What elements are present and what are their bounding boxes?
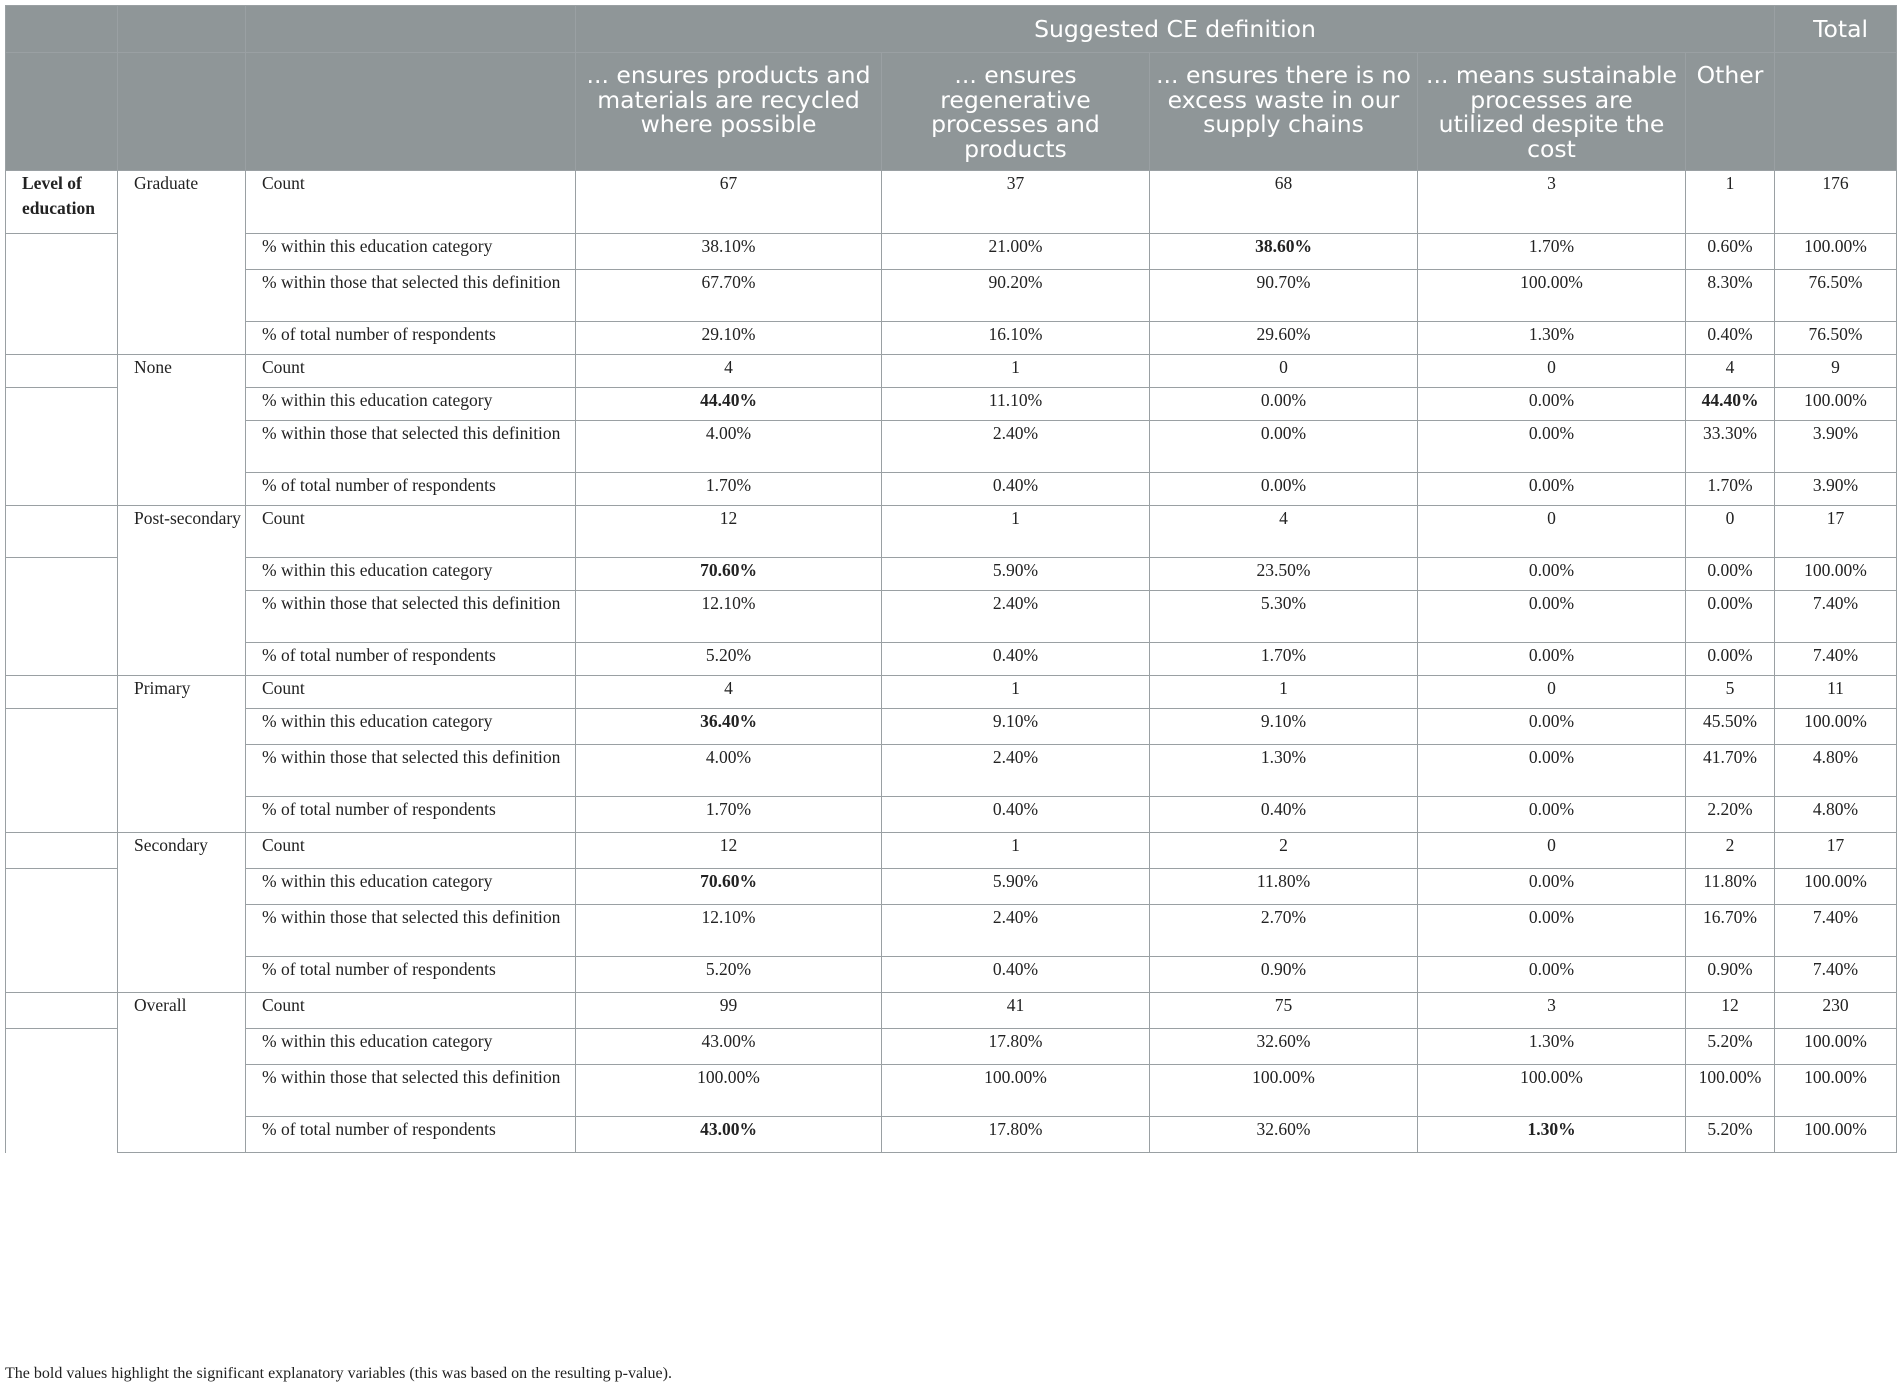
value-cell: 68 <box>1150 171 1418 234</box>
value-cell: 0.00% <box>1150 388 1418 421</box>
blank-cell <box>6 234 118 270</box>
header-blank <box>118 53 246 171</box>
value-cell: 16.70% <box>1686 905 1775 957</box>
value-cell: 0.00% <box>1418 558 1686 591</box>
value-cell: 1.30% <box>1150 745 1418 797</box>
blank-cell <box>6 388 118 421</box>
blank-cell <box>6 643 118 676</box>
row-label: % within this education category <box>246 234 576 270</box>
row-label: % within those that selected this definition <box>246 1065 576 1117</box>
value-cell: 90.20% <box>882 270 1150 322</box>
blank-cell <box>6 993 118 1029</box>
education-group-label: Primary <box>118 676 246 833</box>
header-blank <box>1775 53 1897 171</box>
table-row <box>6 833 1897 869</box>
value-cell: 99 <box>576 993 882 1029</box>
value-cell: 29.60% <box>1150 322 1418 355</box>
total-cell: 100.00% <box>1775 558 1897 591</box>
value-cell: 0.00% <box>1418 473 1686 506</box>
table-header <box>6 6 1897 171</box>
value-cell: 0.00% <box>1418 591 1686 643</box>
row-label: % within this education category <box>246 709 576 745</box>
row-label: % of total number of respondents <box>246 473 576 506</box>
value-cell: 0.00% <box>1150 473 1418 506</box>
row-label: % within those that selected this definition <box>246 270 576 322</box>
value-cell: 38.60% <box>1150 234 1418 270</box>
blank-cell <box>6 797 118 833</box>
value-cell: 0 <box>1150 355 1418 388</box>
value-cell: 100.00% <box>1418 1065 1686 1117</box>
table-row <box>6 1065 1897 1117</box>
table-row <box>6 1029 1897 1065</box>
table-row <box>6 905 1897 957</box>
total-cell: 4.80% <box>1775 797 1897 833</box>
row-label: % within those that selected this definition <box>246 905 576 957</box>
blank-cell <box>6 421 118 473</box>
table-row <box>6 869 1897 905</box>
total-cell: 17 <box>1775 506 1897 558</box>
value-cell: 9.10% <box>882 709 1150 745</box>
blank-cell <box>6 270 118 322</box>
value-cell: 0.00% <box>1418 905 1686 957</box>
table-row <box>6 270 1897 322</box>
table-row <box>6 797 1897 833</box>
value-cell: 2.70% <box>1150 905 1418 957</box>
row-label: % within this education category <box>246 558 576 591</box>
value-cell: 0.40% <box>1150 797 1418 833</box>
value-cell: 11.80% <box>1686 869 1775 905</box>
value-cell: 5.20% <box>1686 1029 1775 1065</box>
value-cell: 70.60% <box>576 869 882 905</box>
value-cell: 12 <box>1686 993 1775 1029</box>
value-cell: 1.30% <box>1418 1117 1686 1153</box>
table-row <box>6 558 1897 591</box>
table-row <box>6 388 1897 421</box>
table-row <box>6 234 1897 270</box>
blank-cell <box>6 957 118 993</box>
row-label: Count <box>246 506 576 558</box>
blank-cell <box>6 833 118 869</box>
value-cell: 100.00% <box>1150 1065 1418 1117</box>
blank-cell <box>6 869 118 905</box>
total-cell: 4.80% <box>1775 745 1897 797</box>
value-cell: 1 <box>1150 676 1418 709</box>
value-cell: 5.20% <box>1686 1117 1775 1153</box>
value-cell: 0.40% <box>882 957 1150 993</box>
education-group-label: None <box>118 355 246 506</box>
table-row <box>6 591 1897 643</box>
value-cell: 1 <box>882 355 1150 388</box>
value-cell: 4.00% <box>576 421 882 473</box>
blank-cell <box>6 355 118 388</box>
ce-definition-table <box>5 5 1897 1153</box>
total-cell: 100.00% <box>1775 388 1897 421</box>
table-row <box>6 473 1897 506</box>
row-label: % of total number of respondents <box>246 1117 576 1153</box>
value-cell: 2.40% <box>882 421 1150 473</box>
table-row <box>6 643 1897 676</box>
total-cell: 100.00% <box>1775 869 1897 905</box>
total-cell: 100.00% <box>1775 1029 1897 1065</box>
value-cell: 0.00% <box>1686 643 1775 676</box>
row-label: % within those that selected this definition <box>246 591 576 643</box>
table-row <box>6 709 1897 745</box>
value-cell: 0 <box>1418 833 1686 869</box>
value-cell: 0.00% <box>1418 709 1686 745</box>
value-cell: 100.00% <box>882 1065 1150 1117</box>
column-header: ... ensures there is no excess waste in our supply chains <box>1150 53 1418 171</box>
value-cell: 5 <box>1686 676 1775 709</box>
value-cell: 1.30% <box>1418 322 1686 355</box>
value-cell: 36.40% <box>576 709 882 745</box>
value-cell: 12 <box>576 833 882 869</box>
total-cell: 17 <box>1775 833 1897 869</box>
value-cell: 4 <box>1686 355 1775 388</box>
row-label: Count <box>246 355 576 388</box>
value-cell: 0.90% <box>1150 957 1418 993</box>
education-group-label: Overall <box>118 993 246 1153</box>
value-cell: 43.00% <box>576 1029 882 1065</box>
value-cell: 5.20% <box>576 957 882 993</box>
header-group-title: Suggested CE definition <box>576 6 1775 53</box>
value-cell: 0.40% <box>882 797 1150 833</box>
value-cell: 9.10% <box>1150 709 1418 745</box>
total-cell: 100.00% <box>1775 234 1897 270</box>
value-cell: 29.10% <box>576 322 882 355</box>
total-cell: 7.40% <box>1775 643 1897 676</box>
value-cell: 0.40% <box>1686 322 1775 355</box>
header-blank <box>246 6 576 53</box>
value-cell: 2.40% <box>882 905 1150 957</box>
table-row <box>6 1117 1897 1153</box>
value-cell: 75 <box>1150 993 1418 1029</box>
value-cell: 37 <box>882 171 1150 234</box>
value-cell: 2 <box>1150 833 1418 869</box>
total-cell: 100.00% <box>1775 709 1897 745</box>
row-label: % within those that selected this definition <box>246 745 576 797</box>
column-header: ... ensures products and materials are recycled where possible <box>576 53 882 171</box>
table-row <box>6 745 1897 797</box>
value-cell: 90.70% <box>1150 270 1418 322</box>
total-cell: 7.40% <box>1775 905 1897 957</box>
row-label: % within this education category <box>246 869 576 905</box>
value-cell: 5.90% <box>882 558 1150 591</box>
row-label: % of total number of respondents <box>246 797 576 833</box>
total-cell: 11 <box>1775 676 1897 709</box>
row-label: Count <box>246 676 576 709</box>
value-cell: 12.10% <box>576 591 882 643</box>
value-cell: 5.90% <box>882 869 1150 905</box>
value-cell: 1.70% <box>576 797 882 833</box>
value-cell: 0 <box>1418 676 1686 709</box>
total-cell: 76.50% <box>1775 322 1897 355</box>
header-blank <box>6 6 118 53</box>
blank-cell <box>6 473 118 506</box>
value-cell: 4 <box>576 355 882 388</box>
value-cell: 5.30% <box>1150 591 1418 643</box>
value-cell: 38.10% <box>576 234 882 270</box>
value-cell: 44.40% <box>576 388 882 421</box>
value-cell: 45.50% <box>1686 709 1775 745</box>
value-cell: 44.40% <box>1686 388 1775 421</box>
value-cell: 23.50% <box>1150 558 1418 591</box>
value-cell: 33.30% <box>1686 421 1775 473</box>
value-cell: 0.60% <box>1686 234 1775 270</box>
header-blank <box>246 53 576 171</box>
blank-cell <box>6 506 118 558</box>
value-cell: 1 <box>1686 171 1775 234</box>
blank-cell <box>6 1117 118 1153</box>
value-cell: 2.40% <box>882 745 1150 797</box>
row-label: % of total number of respondents <box>246 643 576 676</box>
column-header: ... means sustainable processes are utilized despite the cost <box>1418 53 1686 171</box>
row-label: Count <box>246 993 576 1029</box>
total-cell: 100.00% <box>1775 1065 1897 1117</box>
education-group-label: Secondary <box>118 833 246 993</box>
value-cell: 12 <box>576 506 882 558</box>
total-cell: 100.00% <box>1775 1117 1897 1153</box>
column-header: ... ensures regenerative processes and products <box>882 53 1150 171</box>
total-cell: 3.90% <box>1775 473 1897 506</box>
value-cell: 2.20% <box>1686 797 1775 833</box>
value-cell: 100.00% <box>576 1065 882 1117</box>
value-cell: 11.10% <box>882 388 1150 421</box>
value-cell: 0.00% <box>1686 591 1775 643</box>
value-cell: 16.10% <box>882 322 1150 355</box>
total-cell: 9 <box>1775 355 1897 388</box>
value-cell: 8.30% <box>1686 270 1775 322</box>
value-cell: 0.00% <box>1418 421 1686 473</box>
value-cell: 0.90% <box>1686 957 1775 993</box>
header-blank <box>6 53 118 171</box>
value-cell: 4.00% <box>576 745 882 797</box>
row-label: % within this education category <box>246 388 576 421</box>
value-cell: 1.70% <box>1418 234 1686 270</box>
value-cell: 1.70% <box>1686 473 1775 506</box>
value-cell: 12.10% <box>576 905 882 957</box>
value-cell: 67 <box>576 171 882 234</box>
column-header: Other <box>1686 53 1775 171</box>
blank-cell <box>6 676 118 709</box>
value-cell: 70.60% <box>576 558 882 591</box>
total-cell: 176 <box>1775 171 1897 234</box>
total-cell: 230 <box>1775 993 1897 1029</box>
blank-cell <box>6 591 118 643</box>
value-cell: 0.00% <box>1418 745 1686 797</box>
blank-cell <box>6 1029 118 1065</box>
blank-cell <box>6 709 118 745</box>
education-group-label: Post-secondary <box>118 506 246 676</box>
value-cell: 0 <box>1418 506 1686 558</box>
table-row <box>6 993 1897 1029</box>
table-footnote: The bold values highlight the significant explanatory variables (this was based on the resulting p-value). <box>5 1365 672 1382</box>
table-row <box>6 322 1897 355</box>
value-cell: 17.80% <box>882 1029 1150 1065</box>
value-cell: 1.70% <box>576 473 882 506</box>
table-row <box>6 676 1897 709</box>
table-row <box>6 957 1897 993</box>
row-variable-label: Level of education <box>6 171 118 234</box>
value-cell: 0.00% <box>1686 558 1775 591</box>
blank-cell <box>6 905 118 957</box>
row-label: % within this education category <box>246 1029 576 1065</box>
value-cell: 100.00% <box>1418 270 1686 322</box>
value-cell: 1.70% <box>1150 643 1418 676</box>
total-cell: 7.40% <box>1775 957 1897 993</box>
row-label: % of total number of respondents <box>246 957 576 993</box>
value-cell: 0 <box>1686 506 1775 558</box>
value-cell: 1 <box>882 676 1150 709</box>
value-cell: 4 <box>1150 506 1418 558</box>
table-row <box>6 171 1897 234</box>
value-cell: 0.00% <box>1418 643 1686 676</box>
blank-cell <box>6 745 118 797</box>
value-cell: 100.00% <box>1686 1065 1775 1117</box>
value-cell: 41.70% <box>1686 745 1775 797</box>
value-cell: 1.30% <box>1418 1029 1686 1065</box>
row-label: Count <box>246 171 576 234</box>
total-cell: 3.90% <box>1775 421 1897 473</box>
total-cell: 76.50% <box>1775 270 1897 322</box>
value-cell: 5.20% <box>576 643 882 676</box>
value-cell: 4 <box>576 676 882 709</box>
value-cell: 0.00% <box>1418 957 1686 993</box>
row-label: Count <box>246 833 576 869</box>
value-cell: 0.00% <box>1150 421 1418 473</box>
value-cell: 1 <box>882 506 1150 558</box>
value-cell: 11.80% <box>1150 869 1418 905</box>
value-cell: 32.60% <box>1150 1117 1418 1153</box>
header-blank <box>118 6 246 53</box>
table-row <box>6 355 1897 388</box>
value-cell: 0.00% <box>1418 869 1686 905</box>
value-cell: 0.40% <box>882 473 1150 506</box>
value-cell: 17.80% <box>882 1117 1150 1153</box>
value-cell: 0.00% <box>1418 388 1686 421</box>
value-cell: 67.70% <box>576 270 882 322</box>
value-cell: 0 <box>1418 355 1686 388</box>
value-cell: 32.60% <box>1150 1029 1418 1065</box>
header-total: Total <box>1775 6 1897 53</box>
row-label: % of total number of respondents <box>246 322 576 355</box>
value-cell: 0.00% <box>1418 797 1686 833</box>
blank-cell <box>6 1065 118 1117</box>
total-cell: 7.40% <box>1775 591 1897 643</box>
value-cell: 3 <box>1418 993 1686 1029</box>
value-cell: 3 <box>1418 171 1686 234</box>
value-cell: 2 <box>1686 833 1775 869</box>
value-cell: 1 <box>882 833 1150 869</box>
blank-cell <box>6 558 118 591</box>
value-cell: 21.00% <box>882 234 1150 270</box>
table-body <box>6 171 1897 1153</box>
education-group-label: Graduate <box>118 171 246 355</box>
value-cell: 41 <box>882 993 1150 1029</box>
blank-cell <box>6 322 118 355</box>
value-cell: 2.40% <box>882 591 1150 643</box>
value-cell: 43.00% <box>576 1117 882 1153</box>
value-cell: 0.40% <box>882 643 1150 676</box>
row-label: % within those that selected this definition <box>246 421 576 473</box>
table-row <box>6 421 1897 473</box>
table-row <box>6 506 1897 558</box>
